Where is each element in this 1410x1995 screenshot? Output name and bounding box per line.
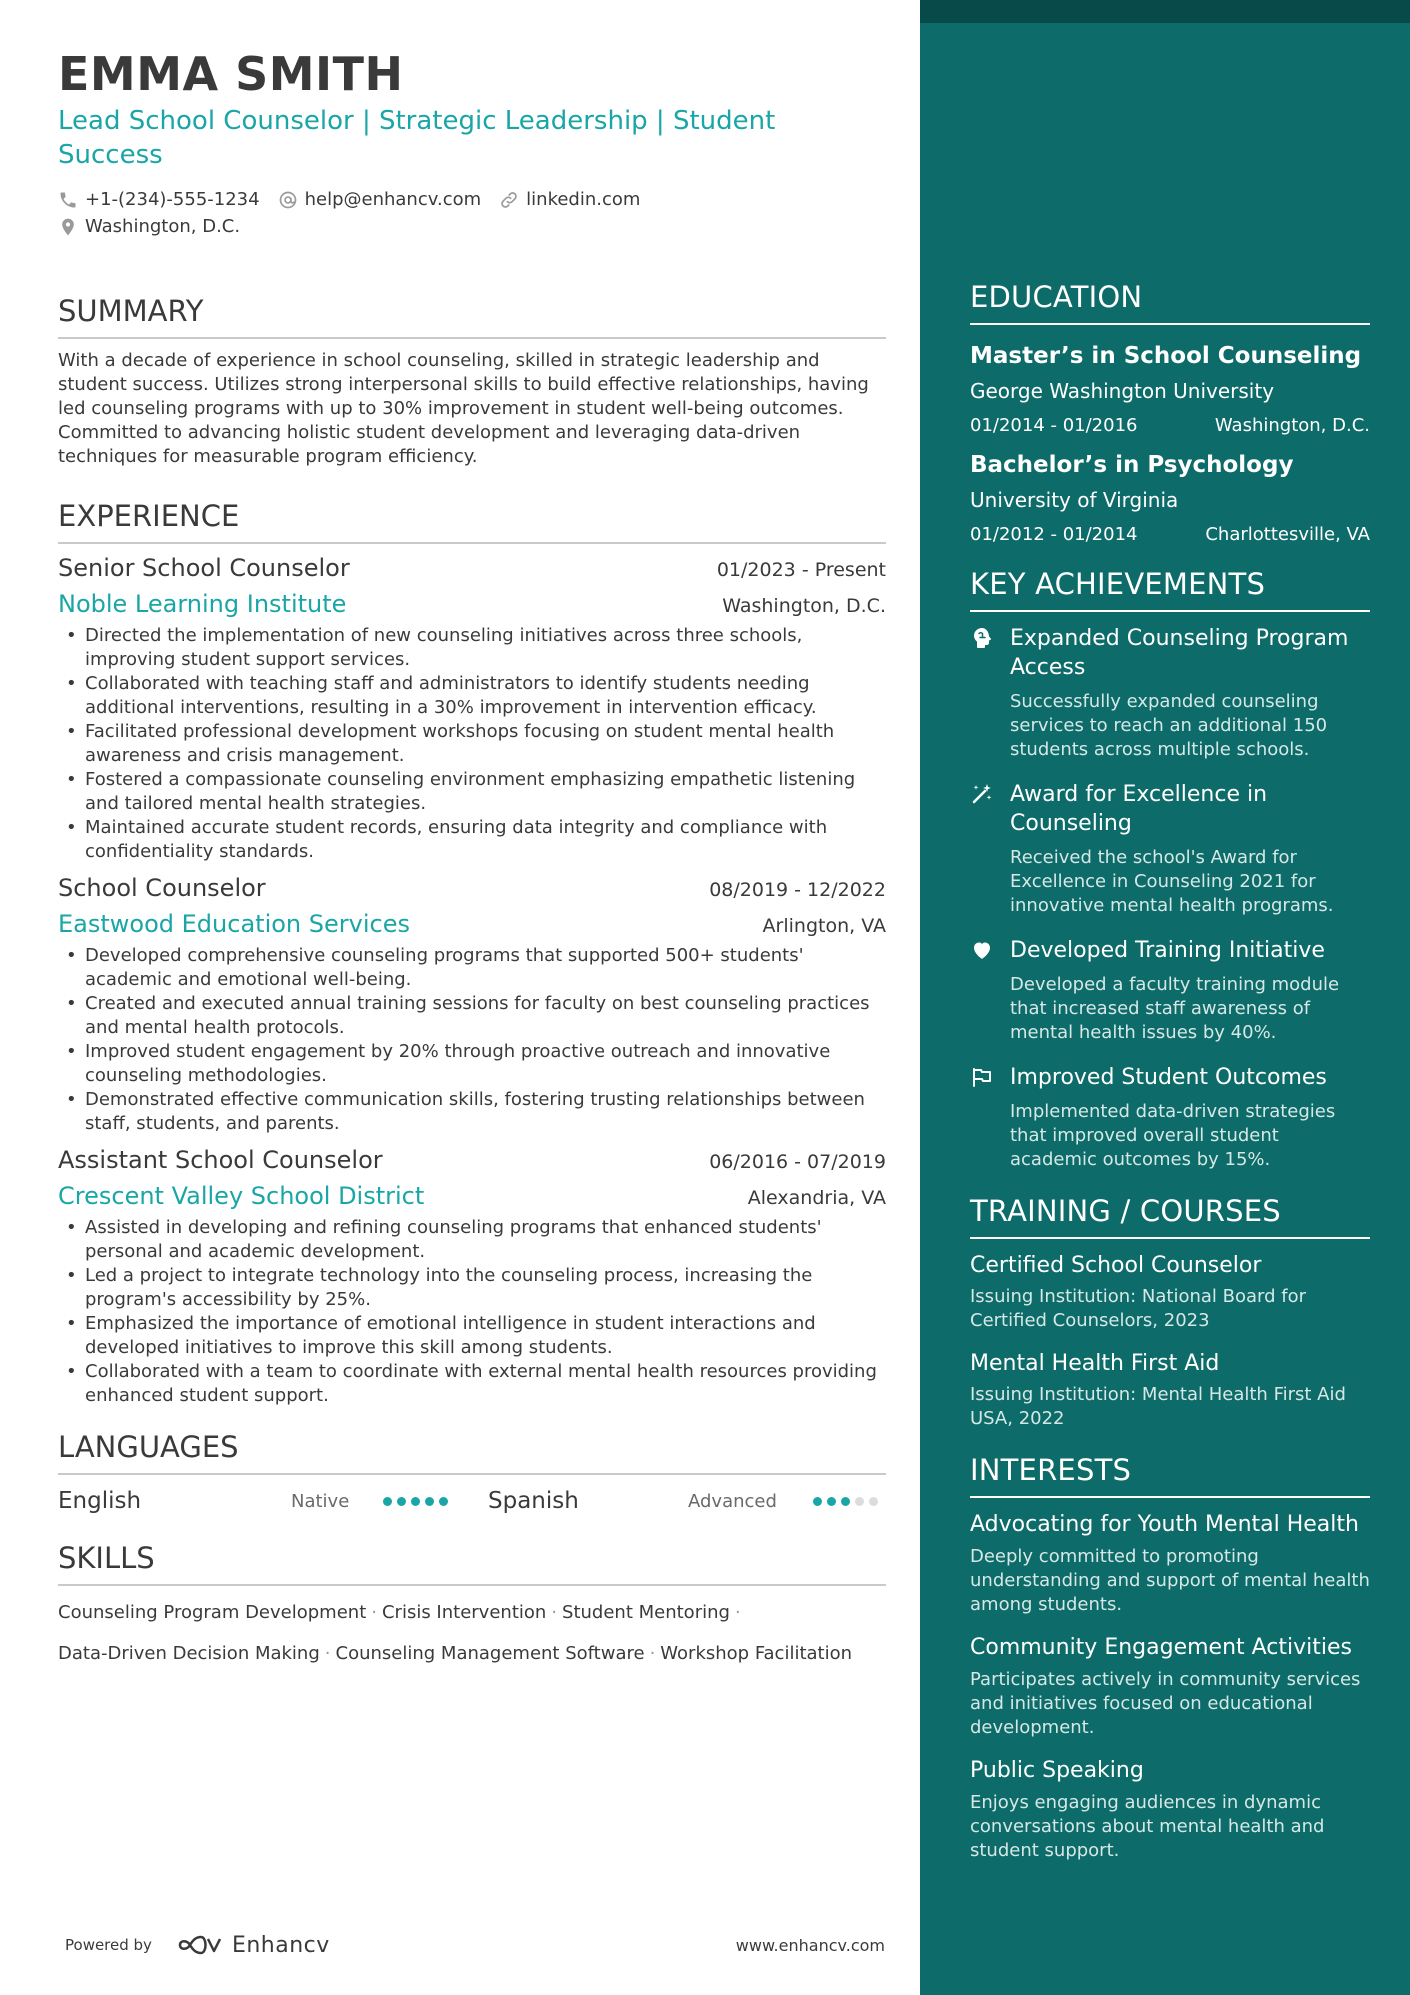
training-section — [970, 1194, 1370, 1431]
languages-section — [58, 1430, 886, 1517]
rating-dot-filled — [411, 1497, 420, 1506]
achievement-item — [970, 1063, 1370, 1172]
section-heading: SUMMARY — [58, 294, 886, 339]
section-heading: LANGUAGES — [58, 1430, 886, 1475]
brain-icon — [970, 626, 994, 650]
skills-list — [58, 1592, 886, 1674]
sidebar-top-bar — [920, 0, 1410, 23]
interest-description: Enjoys engaging audiences in dynamic conversations about mental health and student support. — [970, 1792, 1325, 1861]
job-bullets — [58, 944, 886, 1136]
contact-info — [58, 186, 886, 240]
rating-dot-empty — [869, 1497, 878, 1506]
education-dates: 01/2014 - 01/2016 — [970, 415, 1138, 436]
achievements-section — [970, 567, 1370, 1172]
experience-section — [58, 499, 886, 1408]
rating-dot-filled — [813, 1497, 822, 1506]
language-name: Spanish — [488, 1488, 579, 1514]
job-location: Washington, D.C. — [722, 595, 886, 617]
interest-title: Advocating for Youth Mental Health — [970, 1512, 1359, 1537]
bullet-item: • Maintained accurate student records, ensuring data integrity and compliance with confidentiality standards. — [58, 816, 886, 864]
phone-icon — [58, 190, 78, 210]
achievement-item — [970, 780, 1370, 918]
bullet-item: • Emphasized the importance of emotional intelligence in student interactions and developed initiatives to improve this skill among students. — [58, 1312, 886, 1360]
course-item — [970, 1349, 1370, 1431]
linkedin-text: linkedin.com — [526, 189, 641, 210]
skills-section — [58, 1541, 886, 1674]
rating-dot-filled — [841, 1497, 850, 1506]
job-title: Senior School Counselor — [58, 554, 350, 582]
education-school: George Washington University — [970, 379, 1275, 403]
bullet-item: • Facilitated professional development workshops focusing on student mental health awareness and crisis management. — [58, 720, 886, 768]
interest-title: Public Speaking — [970, 1758, 1144, 1783]
course-description: Issuing Institution: Mental Health First Aid USA, 2022 — [970, 1384, 1346, 1429]
flag-icon — [970, 1065, 994, 1089]
enhancv-logo[interactable] — [178, 1933, 330, 1958]
language-rating — [383, 1497, 453, 1506]
sidebar — [920, 0, 1410, 1995]
job-company: Eastwood Education Services — [58, 910, 410, 938]
education-entry — [970, 343, 1370, 436]
candidate-headline: Lead School Counselor | Strategic Leadership | Student Success — [58, 106, 776, 170]
achievement-description: Developed a faculty training module that increased staff awareness of mental health issues by 40%. — [1010, 974, 1340, 1043]
brand-name: Enhancv — [231, 1932, 330, 1958]
link-icon — [499, 190, 519, 210]
education-degree: Bachelor’s in Psychology — [970, 452, 1294, 478]
language-item — [488, 1488, 886, 1514]
interests-section — [970, 1453, 1370, 1863]
rating-dot-filled — [397, 1497, 406, 1506]
skill-item: Data-Driven Decision Making — [58, 1643, 320, 1664]
job-location: Arlington, VA — [762, 915, 886, 937]
interest-title: Community Engagement Activities — [970, 1635, 1353, 1660]
email-text: help@enhancv.com — [304, 189, 482, 210]
bullet-item: • Collaborated with a team to coordinate with external mental health resources providing enhanced student support. — [58, 1360, 886, 1408]
achievement-title: Improved Student Outcomes — [1010, 1065, 1327, 1090]
location-pin-icon — [58, 217, 78, 237]
job-entry — [58, 1146, 886, 1408]
achievement-title: Expanded Counseling Program Access — [1010, 626, 1349, 680]
phone-text: +1-(234)-555-1234 — [85, 189, 260, 210]
rating-dot-empty — [855, 1497, 864, 1506]
powered-by-label: Powered by — [65, 1936, 152, 1954]
job-entry — [58, 874, 886, 1136]
interest-item — [970, 1510, 1370, 1617]
bullet-item: • Fostered a compassionate counseling environment emphasizing empathetic listening and tailored mental health strategies. — [58, 768, 886, 816]
achievement-item — [970, 936, 1370, 1045]
achievement-title: Developed Training Initiative — [1010, 938, 1325, 963]
main-column — [58, 46, 886, 1674]
skills-line: Counseling Program Development · Crisis Intervention · Student Mentoring · — [58, 1602, 741, 1623]
skill-item: Counseling Management Software — [335, 1643, 645, 1664]
bullet-item: • Collaborated with teaching staff and administrators to identify students needing additional interventions, resulting in a 30% improvement in intervention efficacy. — [58, 672, 886, 720]
skill-item: Workshop Facilitation — [660, 1643, 853, 1664]
course-title: Certified School Counselor — [970, 1253, 1262, 1278]
job-location: Alexandria, VA — [747, 1187, 886, 1209]
job-dates: 08/2019 - 12/2022 — [709, 879, 886, 901]
education-entry — [970, 452, 1370, 545]
language-rating — [813, 1497, 883, 1506]
job-dates: 06/2016 - 07/2019 — [709, 1151, 886, 1173]
location-text: Washington, D.C. — [85, 216, 241, 237]
bullet-item: • Led a project to integrate technology into the counseling process, increasing the program's accessibility by 25%. — [58, 1264, 886, 1312]
achievement-description: Implemented data-driven strategies that improved overall student academic outcomes by 15%. — [1010, 1101, 1336, 1170]
job-company: Noble Learning Institute — [58, 590, 347, 618]
website-link[interactable]: www.enhancv.com — [735, 1935, 885, 1955]
rating-dot-filled — [827, 1497, 836, 1506]
summary-text: With a decade of experience in school counseling, skilled in strategic leadership and student success. Utilizes strong interpersonal skills to build effective relationships, having led counseling programs with up to 30% improvement in student well-being outcomes. Committed to advancing holistic student development and leveraging data-driven techniques for measurable program efficiency. — [58, 350, 869, 467]
section-heading: EXPERIENCE — [58, 499, 886, 544]
skill-item: Student Mentoring — [562, 1602, 730, 1623]
infinity-logo-icon — [178, 1933, 224, 1957]
achievement-item — [970, 624, 1370, 762]
interest-item — [970, 1756, 1370, 1863]
section-heading: KEY ACHIEVEMENTS — [970, 567, 1370, 612]
linkedin-contact[interactable] — [499, 189, 640, 210]
language-item — [58, 1488, 488, 1514]
language-level: Advanced — [688, 1490, 777, 1512]
education-location: Washington, D.C. — [1214, 415, 1370, 436]
at-icon — [278, 190, 298, 210]
bullet-item: • Directed the implementation of new counseling initiatives across three schools, improving student support services. — [58, 624, 886, 672]
job-bullets — [58, 1216, 886, 1408]
skill-item: Counseling Program Development — [58, 1602, 367, 1623]
job-title: School Counselor — [58, 874, 266, 902]
section-heading: TRAINING / COURSES — [970, 1194, 1370, 1239]
languages-row — [58, 1485, 886, 1517]
location-contact — [58, 216, 240, 237]
rating-dot-filled — [383, 1497, 392, 1506]
course-item — [970, 1251, 1370, 1333]
language-name: English — [58, 1488, 142, 1514]
language-level: Native — [291, 1490, 350, 1512]
education-location: Charlottesville, VA — [1205, 524, 1370, 545]
course-description: Issuing Institution: National Board for Certified Counselors, 2023 — [970, 1286, 1307, 1331]
magic-wand-icon — [970, 782, 994, 806]
skills-line: Data-Driven Decision Making · Counseling Management Software · Workshop Facilitation — [58, 1643, 853, 1664]
rating-dot-filled — [425, 1497, 434, 1506]
education-dates: 01/2012 - 01/2014 — [970, 524, 1138, 545]
interest-item — [970, 1633, 1370, 1740]
bullet-item: • Improved student engagement by 20% through proactive outreach and innovative counseling methodologies. — [58, 1040, 886, 1088]
section-heading: SKILLS — [58, 1541, 886, 1586]
phone-contact — [58, 189, 260, 210]
achievement-title: Award for Excellence in Counseling — [1010, 782, 1268, 836]
bullet-item: • Created and executed annual training sessions for faculty on best counseling practices and mental health protocols. — [58, 992, 886, 1040]
job-bullets — [58, 624, 886, 864]
bullet-item: • Assisted in developing and refining counseling programs that enhanced students' personal and academic development. — [58, 1216, 886, 1264]
bullet-item: • Demonstrated effective communication skills, fostering trusting relationships between staff, students, and parents. — [58, 1088, 886, 1136]
rating-dot-filled — [439, 1497, 448, 1506]
job-dates: 01/2023 - Present — [716, 559, 886, 581]
job-company: Crescent Valley School District — [58, 1182, 425, 1210]
interest-description: Deeply committed to promoting understanding and support of mental health among students. — [970, 1546, 1370, 1615]
summary-section — [58, 294, 886, 469]
job-entry — [58, 554, 886, 864]
education-section — [970, 280, 1370, 545]
heart-icon — [970, 938, 994, 962]
footer — [65, 1925, 885, 1965]
bullet-item: • Developed comprehensive counseling programs that supported 500+ students' academic and emotional well-being. — [58, 944, 886, 992]
sidebar-content — [970, 280, 1370, 1885]
course-title: Mental Health First Aid — [970, 1351, 1220, 1376]
achievement-description: Received the school's Award for Excellence in Counseling 2021 for innovative mental health programs. — [1010, 847, 1334, 916]
education-degree: Master’s in School Counseling — [970, 343, 1362, 369]
candidate-name: EMMA SMITH — [58, 47, 404, 101]
education-school: University of Virginia — [970, 488, 1179, 512]
job-title: Assistant School Counselor — [58, 1146, 383, 1174]
achievement-description: Successfully expanded counseling services to reach an additional 150 students across multiple schools. — [1010, 691, 1328, 760]
powered-by — [65, 1933, 330, 1958]
skill-item: Crisis Intervention — [381, 1602, 547, 1623]
email-contact[interactable] — [278, 189, 482, 210]
interest-description: Participates actively in community services and initiatives focused on educational development. — [970, 1669, 1361, 1738]
section-heading: INTERESTS — [970, 1453, 1370, 1498]
section-heading: EDUCATION — [970, 280, 1370, 325]
